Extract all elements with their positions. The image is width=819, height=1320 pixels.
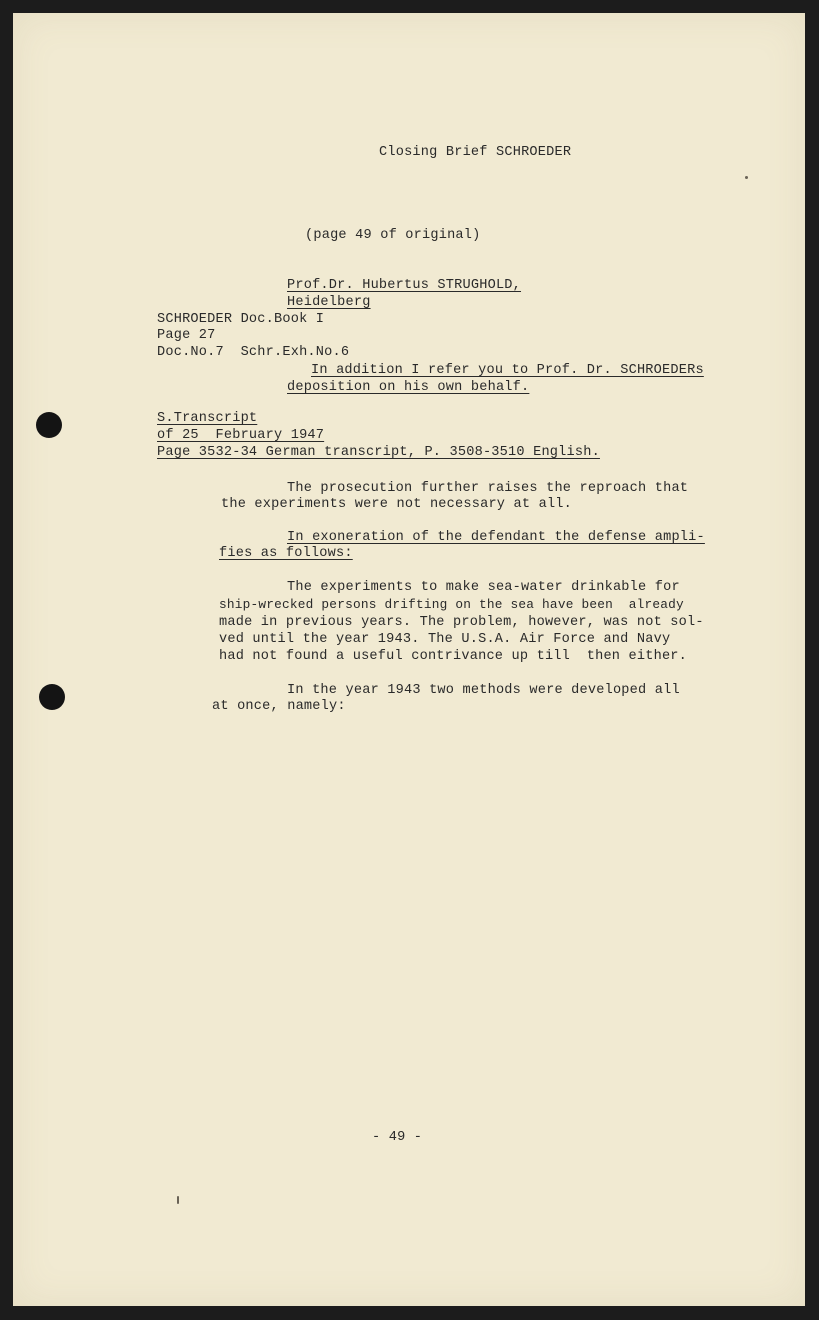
document-title: Closing Brief SCHROEDER — [379, 145, 572, 160]
paragraph-4-line-1: In the year 1943 two methods were developed all — [287, 683, 680, 698]
punch-hole-top — [36, 412, 62, 438]
transcript-line-1: S.Transcript — [157, 411, 258, 426]
paragraph-3-line-5: had not found a useful contrivance up till then either. — [219, 649, 688, 664]
punch-hole-bottom — [39, 684, 65, 710]
paragraph-2-line-2: fies as follows: — [219, 546, 353, 561]
paragraph-2-line-1: In exoneration of the defendant the defense ampli- — [287, 530, 705, 545]
page-number: - 49 - — [372, 1130, 423, 1145]
paragraph-3-line-4: ved until the year 1943. The U.S.A. Air Force and Navy — [219, 632, 671, 647]
doc-number-ref: Doc.No.7 Schr.Exh.No.6 — [157, 345, 350, 360]
citation-city: Heidelberg — [287, 295, 371, 310]
paper-speck — [745, 176, 748, 179]
paragraph-3-line-3: made in previous years. The problem, however, was not sol- — [219, 615, 704, 630]
refer-line-1: In addition I refer you to Prof. Dr. SCHROEDERs — [311, 363, 704, 378]
paragraph-3-line-2: ship-wrecked persons drifting on the sea have been already — [219, 597, 684, 612]
doc-book-ref: SCHROEDER Doc.Book I — [157, 312, 325, 327]
paper-speck — [177, 1196, 179, 1204]
transcript-line-3: Page 3532-34 German transcript, P. 3508-3510 English. — [157, 445, 600, 460]
transcript-line-2: of 25 February 1947 — [157, 428, 325, 443]
paragraph-3-line-1: The experiments to make sea-water drinkable for — [287, 580, 680, 595]
paragraph-1-line-1: The prosecution further raises the reproach that — [287, 481, 689, 496]
paragraph-1-line-2: the experiments were not necessary at all. — [221, 497, 573, 512]
citation-name: Prof.Dr. Hubertus STRUGHOLD, — [287, 278, 522, 293]
refer-line-2: deposition on his own behalf. — [287, 380, 530, 395]
page-reference: (page 49 of original) — [305, 228, 481, 243]
paragraph-4-line-2: at once, namely: — [212, 699, 346, 714]
doc-page-ref: Page 27 — [157, 328, 216, 343]
